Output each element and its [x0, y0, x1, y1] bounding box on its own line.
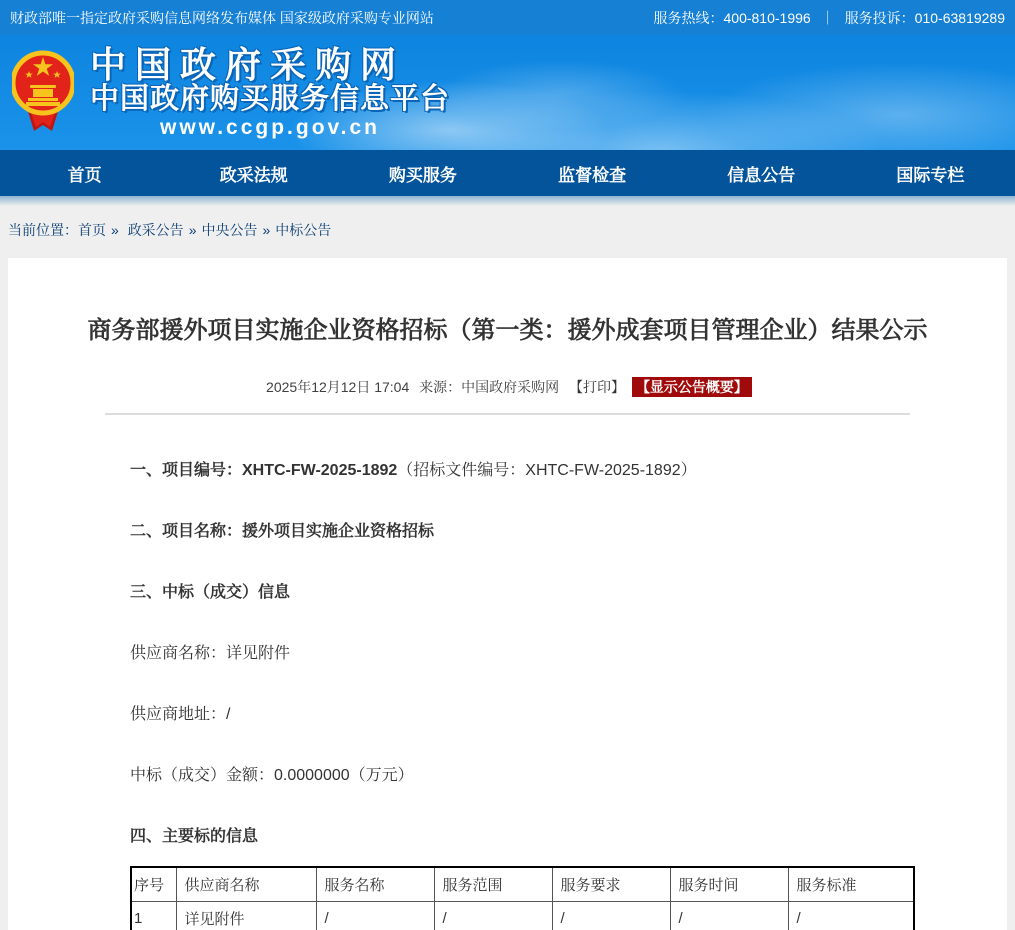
site-slogan: 财政部唯一指定政府采购信息网络发布媒体 国家级政府采购专业网站	[10, 9, 434, 26]
col-header-service-scope: 服务范围	[434, 867, 552, 902]
cell-service-scope: /	[434, 902, 552, 930]
table-header-row	[131, 867, 914, 902]
section-main-subject: 四、主要标的信息	[130, 828, 259, 845]
site-name: 中国政府采购网	[90, 44, 406, 86]
col-header-service-req: 服务要求	[552, 867, 670, 902]
section-award-info: 三、中标（成交）信息	[130, 584, 291, 601]
col-header-supplier: 供应商名称	[176, 867, 316, 902]
section-project-name: 二、项目名称：援外项目实施企业资格招标	[130, 523, 435, 540]
breadcrumb-prefix: 当前位置：	[8, 222, 78, 238]
nav-item-home[interactable]: 首页	[67, 165, 102, 185]
breadcrumb-separator: »	[262, 222, 271, 238]
nav-item-international[interactable]: 国际专栏	[896, 165, 965, 185]
nav-item-supervision[interactable]: 监督检查	[558, 165, 627, 185]
col-header-service-name: 服务名称	[316, 867, 434, 902]
site-url: www.ccgp.gov.cn	[159, 115, 381, 139]
breadcrumb-home[interactable]: 首页	[78, 222, 106, 238]
cell-service-time: /	[670, 902, 788, 930]
table-row	[131, 902, 914, 930]
breadcrumb-separator: »	[111, 222, 119, 238]
nav-bottom-gradient	[0, 196, 1015, 206]
print-button[interactable]: 【打印】	[569, 379, 626, 395]
nav-item-regulations[interactable]: 政采法规	[219, 165, 288, 185]
breadcrumb-zhengcai[interactable]: 政采公告	[127, 222, 184, 238]
cell-service-std: /	[788, 902, 914, 930]
nav-item-purchase-services[interactable]: 购买服务	[388, 165, 457, 185]
col-header-service-time: 服务时间	[670, 867, 788, 902]
publish-datetime: 2025年12月12日 17:04	[266, 379, 410, 395]
topbar-separator: ｜	[820, 9, 835, 26]
nav-item-announcements[interactable]: 信息公告	[727, 165, 796, 185]
page-title: 商务部援外项目实施企业资格招标（第一类：援外成套项目管理企业）结果公示	[87, 317, 928, 344]
service-complaint: 服务投诉：010-63819289	[844, 9, 1005, 26]
article-panel	[8, 258, 1007, 930]
breadcrumb-separator: »	[188, 222, 197, 238]
top-info-bar	[0, 0, 1015, 35]
national-emblem-icon	[12, 47, 74, 139]
service-hotline: 服务热线：400-810-1996	[653, 9, 811, 26]
cell-supplier: 详见附件	[176, 902, 316, 930]
section-project-number: 一、项目编号：XHTC-FW-2025-1892（招标文件编号：XHTC-FW-2025-1892）	[130, 462, 697, 479]
cell-service-name: /	[316, 902, 434, 930]
show-summary-button[interactable]: 【显示公告概要】	[632, 377, 752, 397]
article-content	[105, 413, 910, 930]
breadcrumb	[0, 206, 1015, 258]
breadcrumb-award[interactable]: 中标公告	[275, 222, 332, 238]
supplier-address: 供应商地址：/	[130, 706, 231, 723]
main-navigation	[0, 150, 1015, 196]
site-header-logo[interactable]	[0, 35, 1015, 150]
article-meta	[8, 377, 1007, 397]
cell-service-req: /	[552, 902, 670, 930]
platform-name: 中国政府购买服务信息平台	[90, 83, 451, 116]
col-header-seq: 序号	[131, 867, 176, 902]
article-source: 来源：中国政府采购网	[419, 379, 560, 395]
cell-seq: 1	[131, 902, 176, 930]
col-header-service-std: 服务标准	[788, 867, 914, 902]
breadcrumb-central[interactable]: 中央公告	[201, 222, 258, 238]
lots-table	[130, 866, 915, 930]
award-amount: 中标（成交）金额：0.0000000（万元）	[130, 767, 414, 784]
supplier-name: 供应商名称：详见附件	[130, 645, 291, 662]
